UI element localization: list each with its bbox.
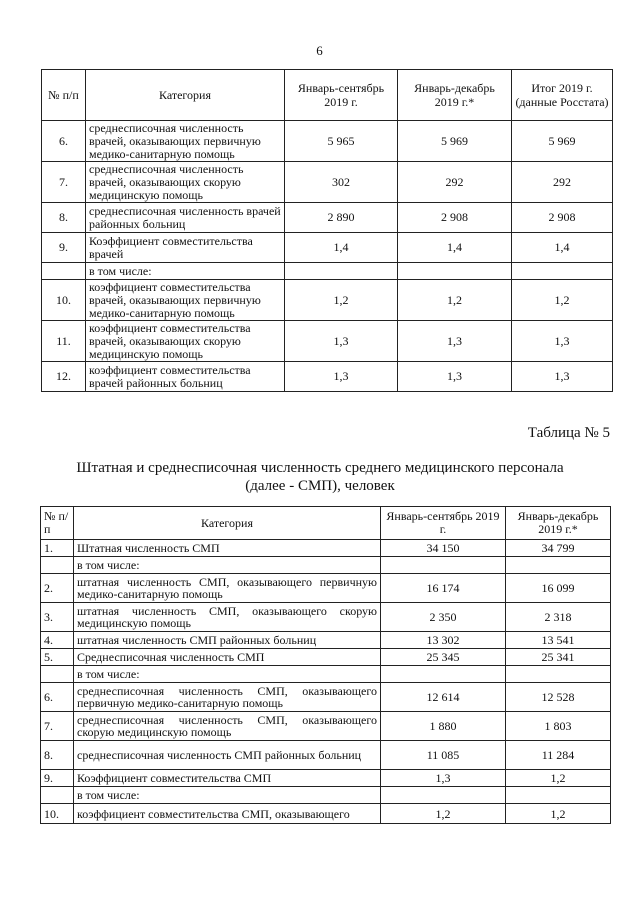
cell-jan-sep [381,666,506,683]
cell-num [41,666,74,683]
cell-num: 10. [41,804,74,824]
cell-jan-dec: 16 099 [506,574,611,603]
cell-jan-dec [506,666,611,683]
cell-jan-sep: 1 880 [381,712,506,741]
header-num: № п/п [42,70,86,121]
cell-jan-dec: 1,2 [506,804,611,824]
cell-jan-dec: 34 799 [506,540,611,557]
cell-category: среднесписочная численность СМП, оказывающего первичную медико-санитарную помощь [74,683,381,712]
cell-category: коэффициент совместительства СМП, оказывающего [74,804,381,824]
table-row [41,712,611,741]
table-row [41,557,611,574]
cell-jan-dec: 25 341 [506,649,611,666]
cell-category: штатная численность СМП районных больниц [74,632,381,649]
cell-jan-sep: 25 345 [381,649,506,666]
cell-category: среднесписочная численность СМП районных больниц [74,741,381,770]
table-row [42,203,613,233]
cell-jan-dec [398,263,512,280]
header-category: Категория [74,507,381,540]
cell-jan-sep: 16 174 [381,574,506,603]
cell-num: 7. [41,712,74,741]
cell-num: 3. [41,603,74,632]
cell-jan-dec: 12 528 [506,683,611,712]
table-title: Штатная и среднесписочная численность среднего медицинского персонала (далее - СМП), человек [76,460,564,494]
cell-jan-sep: 34 150 [381,540,506,557]
cell-jan-sep: 2 350 [381,603,506,632]
table-row [41,804,611,824]
cell-jan-dec: 5 969 [398,121,512,162]
cell-num: 9. [42,233,86,263]
cell-category: Среднесписочная численность СМП [74,649,381,666]
cell-jan-dec: 1,2 [398,280,512,321]
cell-total: 1,2 [512,280,613,321]
header-category: Категория [86,70,285,121]
table-body [41,540,611,824]
cell-jan-sep [381,787,506,804]
cell-num: 9. [41,770,74,787]
table-row [41,649,611,666]
cell-category: в том числе: [74,666,381,683]
cell-num: 1. [41,540,74,557]
cell-num: 8. [41,741,74,770]
cell-jan-sep [285,263,398,280]
cell-num: 2. [41,574,74,603]
cell-jan-dec: 1,3 [398,362,512,392]
cell-jan-sep: 1,3 [381,770,506,787]
cell-num [41,787,74,804]
cell-category: в том числе: [74,787,381,804]
cell-jan-sep: 11 085 [381,741,506,770]
header-total: Итог 2019 г. (данные Росстата) [512,70,613,121]
table-row [41,540,611,557]
cell-total: 5 969 [512,121,613,162]
cell-category: штатная численность СМП, оказывающего скорую медицинскую помощь [74,603,381,632]
cell-jan-sep: 13 302 [381,632,506,649]
table-row [42,321,613,362]
cell-category: в том числе: [74,557,381,574]
cell-num: 7. [42,162,86,203]
cell-num: 5. [41,649,74,666]
table-header-row [42,70,613,121]
cell-jan-sep: 1,2 [381,804,506,824]
table-row [42,263,613,280]
table-header-row [41,507,611,540]
table-row [41,787,611,804]
cell-num: 6. [42,121,86,162]
header-jan-sep: Январь-сентябрь 2019 г. [285,70,398,121]
cell-total [512,263,613,280]
cell-jan-dec: 13 541 [506,632,611,649]
cell-num: 6. [41,683,74,712]
table-row [41,683,611,712]
cell-num: 11. [42,321,86,362]
table-row [41,574,611,603]
header-num: № п/п [41,507,74,540]
cell-jan-sep: 5 965 [285,121,398,162]
cell-jan-dec [506,787,611,804]
physicians-table [41,69,613,392]
cell-category: Коэффициент совместительства врачей [86,233,285,263]
table-body [42,121,613,392]
cell-num: 10. [42,280,86,321]
table-row [41,632,611,649]
page-number: 6 [316,43,323,58]
cell-num [42,263,86,280]
cell-jan-dec: 11 284 [506,741,611,770]
nursing-staff-table [40,506,611,824]
cell-category: в том числе: [86,263,285,280]
cell-category: коэффициент совместительства врачей, оказывающих скорую медицинскую помощь [86,321,285,362]
cell-jan-sep: 1,4 [285,233,398,263]
cell-jan-dec: 2 318 [506,603,611,632]
table-row [41,666,611,683]
table-row [42,233,613,263]
cell-jan-sep [381,557,506,574]
cell-jan-dec: 292 [398,162,512,203]
table-row [42,280,613,321]
table-row [42,121,613,162]
cell-jan-sep: 12 614 [381,683,506,712]
cell-jan-dec: 1,3 [398,321,512,362]
cell-jan-sep: 2 890 [285,203,398,233]
cell-num: 4. [41,632,74,649]
cell-category: Коэффициент совместительства СМП [74,770,381,787]
cell-total: 2 908 [512,203,613,233]
table-row [42,162,613,203]
header-jan-dec: Январь-декабрь 2019 г.* [398,70,512,121]
cell-num [41,557,74,574]
cell-jan-sep: 1,3 [285,362,398,392]
cell-category: среднесписочная численность врачей, оказывающих первичную медико-санитарную помощь [86,121,285,162]
cell-jan-dec: 1 803 [506,712,611,741]
cell-category: среднесписочная численность врачей, оказывающих скорую медицинскую помощь [86,162,285,203]
cell-total: 1,3 [512,362,613,392]
cell-category: Штатная численность СМП [74,540,381,557]
cell-jan-sep: 1,3 [285,321,398,362]
cell-jan-dec [506,557,611,574]
cell-total: 292 [512,162,613,203]
cell-category: штатная численность СМП, оказывающего первичную медико-санитарную помощь [74,574,381,603]
cell-jan-sep: 302 [285,162,398,203]
table-row [41,603,611,632]
cell-num: 8. [42,203,86,233]
cell-jan-sep: 1,2 [285,280,398,321]
header-jan-dec: Январь-декабрь 2019 г.* [506,507,611,540]
table-number-caption: Таблица № 5 [527,425,610,441]
header-jan-sep: Январь-сентябрь 2019 г. [381,507,506,540]
cell-category: коэффициент совместительства врачей, оказывающих первичную медико-санитарную помощь [86,280,285,321]
cell-total: 1,4 [512,233,613,263]
cell-jan-dec: 2 908 [398,203,512,233]
cell-jan-dec: 1,2 [506,770,611,787]
cell-total: 1,3 [512,321,613,362]
cell-category: среднесписочная численность СМП, оказывающего скорую медицинскую помощь [74,712,381,741]
cell-category: коэффициент совместительства врачей районных больниц [86,362,285,392]
cell-num: 12. [42,362,86,392]
cell-category: среднесписочная численность врачей районных больниц [86,203,285,233]
table-row [41,741,611,770]
table-row [41,770,611,787]
cell-jan-dec: 1,4 [398,233,512,263]
table-row [42,362,613,392]
